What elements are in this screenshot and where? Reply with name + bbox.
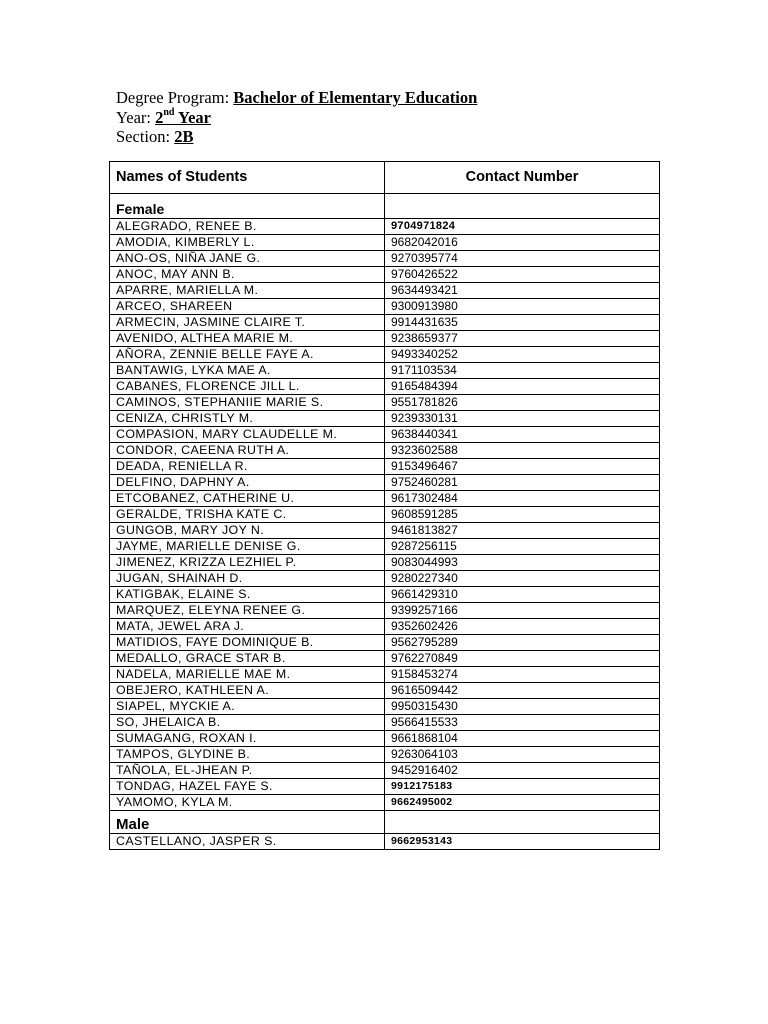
contact-number: 9617302484 — [385, 491, 660, 507]
table-row — [110, 331, 660, 347]
contact-number: 9352602426 — [385, 619, 660, 635]
student-name: MEDALLO, GRACE STAR B. — [110, 651, 385, 667]
year-line — [116, 108, 477, 128]
student-name: JIMENEZ, KRIZZA LEZHIEL P. — [110, 555, 385, 571]
contact-number: 9562795289 — [385, 635, 660, 651]
contact-number: 9493340252 — [385, 347, 660, 363]
student-name: GERALDE, TRISHA KATE C. — [110, 507, 385, 523]
table-row — [110, 731, 660, 747]
contact-number: 9914431635 — [385, 315, 660, 331]
contact-number: 9158453274 — [385, 667, 660, 683]
student-name: TAÑOLA, EL-JHEAN P. — [110, 763, 385, 779]
table-row — [110, 555, 660, 571]
table-row — [110, 235, 660, 251]
table-row — [110, 571, 660, 587]
contact-number: 9950315430 — [385, 699, 660, 715]
student-name: ANOC, MAY ANN B. — [110, 267, 385, 283]
contact-number: 9912175183 — [385, 779, 660, 795]
header-names: Names of Students — [110, 162, 385, 194]
contact-number: 9239330131 — [385, 411, 660, 427]
student-name: CENIZA, CHRISTLY M. — [110, 411, 385, 427]
table-row — [110, 539, 660, 555]
student-name: TONDAG, HAZEL FAYE S. — [110, 779, 385, 795]
student-name: CAMINOS, STEPHANIIE MARIE S. — [110, 395, 385, 411]
student-name: GUNGOB, MARY JOY N. — [110, 523, 385, 539]
contact-number: 9287256115 — [385, 539, 660, 555]
table-row — [110, 683, 660, 699]
section-line — [116, 127, 477, 147]
contact-number: 9323602588 — [385, 443, 660, 459]
section-label: Section: — [116, 127, 171, 146]
table-row — [110, 747, 660, 763]
table-row — [110, 507, 660, 523]
contact-number: 9662495002 — [385, 795, 660, 811]
table-row — [110, 603, 660, 619]
table-row — [110, 267, 660, 283]
contact-number: 9300913980 — [385, 299, 660, 315]
table-row — [110, 459, 660, 475]
female-section-label: Female — [110, 194, 385, 219]
student-name: MATA, JEWEL ARA J. — [110, 619, 385, 635]
contact-number: 9153496467 — [385, 459, 660, 475]
degree-program-label: Degree Program: — [116, 88, 230, 107]
contact-number: 9661868104 — [385, 731, 660, 747]
table-row — [110, 363, 660, 379]
table-row — [110, 587, 660, 603]
student-name: CONDOR, CAEENA RUTH A. — [110, 443, 385, 459]
student-name: APARRE, MARIELLA M. — [110, 283, 385, 299]
table-row — [110, 443, 660, 459]
student-name: DEADA, RENIELLA R. — [110, 459, 385, 475]
female-section-row — [110, 194, 660, 219]
student-name: COMPASION, MARY CLAUDELLE M. — [110, 427, 385, 443]
contact-number: 9661429310 — [385, 587, 660, 603]
contact-number: 9752460281 — [385, 475, 660, 491]
contact-number: 9171103534 — [385, 363, 660, 379]
contact-number: 9638440341 — [385, 427, 660, 443]
student-name: MARQUEZ, ELEYNA RENEE G. — [110, 603, 385, 619]
contact-number: 9083044993 — [385, 555, 660, 571]
male-section-row — [110, 811, 660, 834]
table-row — [110, 699, 660, 715]
contact-number: 9399257166 — [385, 603, 660, 619]
table-row — [110, 315, 660, 331]
table-row — [110, 763, 660, 779]
student-name: SUMAGANG, ROXAN I. — [110, 731, 385, 747]
contact-number: 9461813827 — [385, 523, 660, 539]
document-header — [116, 88, 477, 147]
student-name: OBEJERO, KATHLEEN A. — [110, 683, 385, 699]
female-section-empty — [385, 194, 660, 219]
table-row — [110, 635, 660, 651]
table-row — [110, 667, 660, 683]
student-name: NADELA, MARIELLE MAE M. — [110, 667, 385, 683]
student-name: JAYME, MARIELLE DENISE G. — [110, 539, 385, 555]
student-name: AMODIA, KIMBERLY L. — [110, 235, 385, 251]
year-suffix: nd — [163, 107, 175, 118]
section-value: 2B — [174, 127, 194, 146]
table-row — [110, 251, 660, 267]
contact-number: 9682042016 — [385, 235, 660, 251]
table-row — [110, 379, 660, 395]
student-name: SO, JHELAICA B. — [110, 715, 385, 731]
year-number: 2 — [155, 107, 164, 127]
student-name: ARCEO, SHAREEN — [110, 299, 385, 315]
student-table-body — [110, 162, 660, 850]
degree-program-value: Bachelor of Elementary Education — [233, 88, 478, 107]
year-word: Year — [178, 107, 211, 127]
student-name: KATIGBAK, ELAINE S. — [110, 587, 385, 603]
contact-number: 9760426522 — [385, 267, 660, 283]
table-row — [110, 779, 660, 795]
table-row — [110, 427, 660, 443]
student-name: DELFINO, DAPHNY A. — [110, 475, 385, 491]
student-name: ANO-OS, NIÑA JANE G. — [110, 251, 385, 267]
table-row — [110, 411, 660, 427]
student-name: SIAPEL, MYCKIE A. — [110, 699, 385, 715]
table-row — [110, 651, 660, 667]
student-name: AÑORA, ZENNIE BELLE FAYE A. — [110, 347, 385, 363]
header-contact: Contact Number — [385, 162, 660, 194]
table-row — [110, 283, 660, 299]
contact-number: 9165484394 — [385, 379, 660, 395]
student-table — [109, 161, 660, 850]
table-row — [110, 347, 660, 363]
contact-number: 9270395774 — [385, 251, 660, 267]
student-name: YAMOMO, KYLA M. — [110, 795, 385, 811]
contact-number: 9608591285 — [385, 507, 660, 523]
table-row — [110, 523, 660, 539]
contact-number: 9662953143 — [385, 834, 660, 850]
table-row — [110, 715, 660, 731]
table-row — [110, 619, 660, 635]
contact-number: 9762270849 — [385, 651, 660, 667]
male-section-empty — [385, 811, 660, 834]
student-name: CABANES, FLORENCE JILL L. — [110, 379, 385, 395]
contact-number: 9452916402 — [385, 763, 660, 779]
contact-number: 9280227340 — [385, 571, 660, 587]
student-name: BANTAWIG, LYKA MAE A. — [110, 363, 385, 379]
contact-number: 9704971824 — [385, 219, 660, 235]
table-row — [110, 491, 660, 507]
contact-number: 9566415533 — [385, 715, 660, 731]
contact-number: 9551781826 — [385, 395, 660, 411]
student-name: ARMECIN, JASMINE CLAIRE T. — [110, 315, 385, 331]
table-row — [110, 834, 660, 850]
degree-program-line — [116, 88, 477, 108]
table-row — [110, 395, 660, 411]
table-header-row — [110, 162, 660, 194]
table-row — [110, 475, 660, 491]
student-name: CASTELLANO, JASPER S. — [110, 834, 385, 850]
male-section-label: Male — [110, 811, 385, 834]
student-name: AVENIDO, ALTHEA MARIE M. — [110, 331, 385, 347]
student-name: ALEGRADO, RENEE B. — [110, 219, 385, 235]
contact-number: 9263064103 — [385, 747, 660, 763]
year-label: Year: — [116, 107, 151, 127]
contact-number: 9634493421 — [385, 283, 660, 299]
student-name: JUGAN, SHAINAH D. — [110, 571, 385, 587]
table-row — [110, 795, 660, 811]
contact-number: 9616509442 — [385, 683, 660, 699]
table-row — [110, 219, 660, 235]
contact-number: 9238659377 — [385, 331, 660, 347]
year-value — [155, 108, 211, 127]
student-name: MATIDIOS, FAYE DOMINIQUE B. — [110, 635, 385, 651]
table-row — [110, 299, 660, 315]
student-name: TAMPOS, GLYDINE B. — [110, 747, 385, 763]
student-name: ETCOBANEZ, CATHERINE U. — [110, 491, 385, 507]
